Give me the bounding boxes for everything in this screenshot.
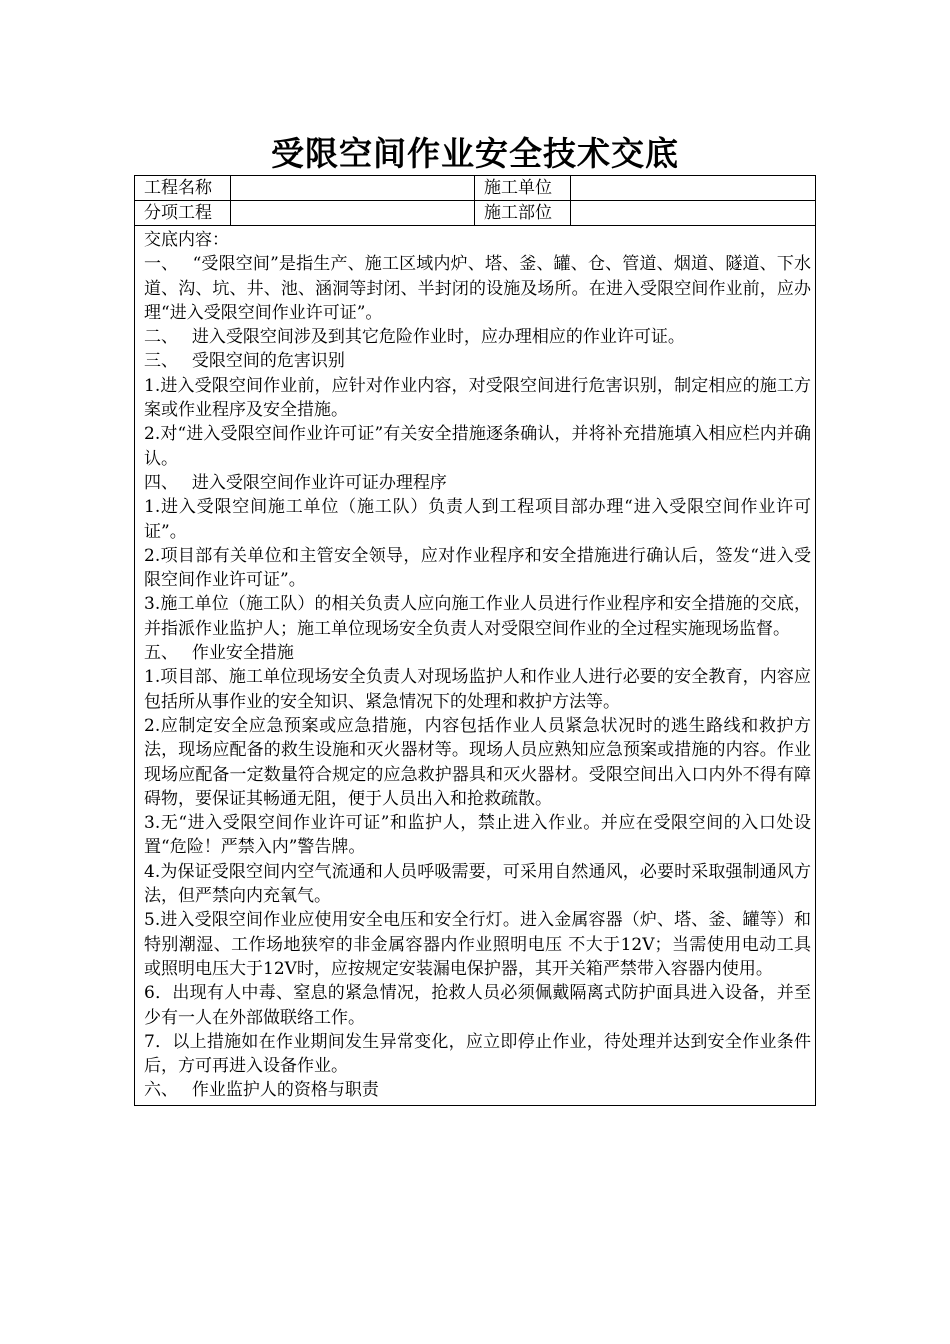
section-5-heading: 五、 作业安全措施	[144, 643, 294, 664]
list-item: 4.为保证受限空间内空气流通和人员呼吸需要，可采用自然通风，必要时采取强制通风方法，但严禁向内充氧气。	[144, 861, 811, 907]
project-name-label: 工程名称	[135, 176, 231, 201]
project-name-field[interactable]	[231, 176, 475, 201]
table-row	[135, 176, 816, 201]
content-cell	[135, 226, 816, 1106]
section-1-paragraph: 一、 “受限空间”是指生产、施工区域内炉、塔、釜、罐、仓、管道、烟道、隧道、下水道、沟、坑、井、池、涵洞等封闭、半封闭的设施及场所。在进入受限空间作业前，应办理“进入受限空间作业许可证”。	[144, 254, 811, 323]
list-item: 1.进入受限空间施工单位（施工队）负责人到工程项目部办理“进入受限空间作业许可证”。	[144, 497, 811, 542]
list-item: 1.进入受限空间作业前，应针对作业内容，对受限空间进行危害识别，制定相应的施工方案或作业程序及安全措施。	[144, 375, 811, 421]
info-table	[134, 175, 816, 1106]
section-2-heading: 二、 进入受限空间涉及到其它危险作业时，应办理相应的作业许可证。	[144, 327, 685, 348]
construction-unit-field[interactable]	[571, 176, 816, 201]
list-item: 3.无“进入受限空间作业许可证”和监护人，禁止进入作业。并应在受限空间的入口处设置“危险！严禁入内”警告牌。	[144, 813, 811, 858]
content-label: 交底内容：	[144, 230, 229, 250]
list-item: 1.项目部、施工单位现场安全负责人对现场监护人和作业人进行必要的安全教育，内容应包括所从事作业的安全知识、紧急情况下的处理和救护方法等。	[144, 667, 811, 712]
disclosure-content	[135, 226, 815, 1105]
section-6-heading: 六、 作业监护人的资格与职责	[144, 1080, 379, 1101]
list-item: 2.对“进入受限空间作业许可证”有关安全措施逐条确认，并将补充措施填入相应栏内并确认。	[144, 424, 811, 469]
construction-part-field[interactable]	[571, 201, 816, 226]
sub-project-field[interactable]	[231, 201, 475, 226]
document-title: 受限空间作业安全技术交底	[271, 134, 679, 173]
list-item: 5.进入受限空间作业应使用安全电压和安全行灯。进入金属容器（炉、塔、釜、罐等）和特别潮湿、工作场地狭窄的非金属容器内作业照明电压 不大于12V；当需使用电动工具或照明电压大于12V时，应按规定安装漏电保护器，其开关箱严禁带入容器内使用。	[144, 910, 811, 979]
list-item: 2.项目部有关单位和主管安全领导，应对作业程序和安全措施进行确认后，签发“进入受限空间作业许可证”。	[144, 545, 811, 591]
content-row	[135, 226, 816, 1106]
construction-unit-label: 施工单位	[475, 176, 571, 201]
sub-project-label: 分项工程	[135, 201, 231, 226]
list-item: 7．以上措施如在作业期间发生异常变化，应立即停止作业，待处理并达到安全作业条件后，方可再进入设备作业。	[144, 1031, 811, 1077]
section-4-heading: 四、 进入受限空间作业许可证办理程序	[144, 472, 447, 493]
list-item: 6．出现有人中毒、窒息的紧急情况，抢救人员必须佩戴隔离式防护面具进入设备，并至少有一人在外部做联络工作。	[144, 983, 811, 1028]
table-row	[135, 201, 816, 226]
construction-part-label: 施工部位	[475, 201, 571, 226]
list-item: 2.应制定安全应急预案或应急措施，内容包括作业人员紧急状况时的逃生路线和救护方法，现场应配备的救生设施和灭火器材等。现场人员应熟知应急预案或措施的内容。作业现场应配备一定数量符合规定的应急救护器具和灭火器材。受限空间出入口内外不得有障碍物，要保证其畅通无阻，便于人员出入和抢救疏散。	[144, 715, 811, 809]
section-3-heading: 三、 受限空间的危害识别	[144, 351, 345, 372]
list-item: 3.施工单位（施工队）的相关负责人应向施工作业人员进行作业程序和安全措施的交底，并指派作业监护人；施工单位现场安全负责人对受限空间作业的全过程实施现场监督。	[144, 594, 811, 639]
